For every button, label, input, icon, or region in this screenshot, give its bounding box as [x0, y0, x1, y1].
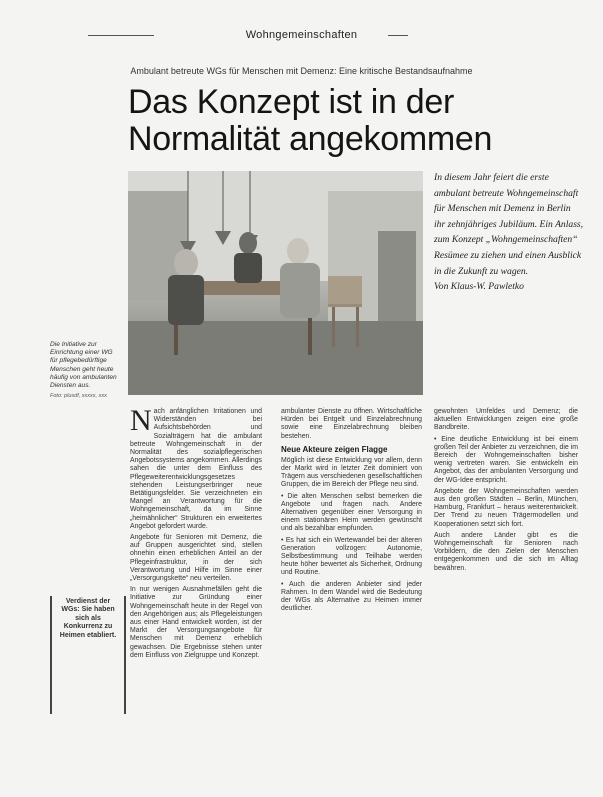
paragraph: In nur wenigen Ausnahmefällen geht die Initiative zur Gründung einer Wohngemeinschaft heute in der Regel von den Angehörigen aus; als Pflegeleistungen aus einer Hand entwickelt worden, ist der Markt der Versorgungsangebote für Menschen mit Demenz erheblich gewachsen. Die Ergebnisse stehen unter dem Einfluss von Zielgruppe und Konzept.: [130, 586, 262, 659]
drop-cap: N: [130, 404, 152, 437]
bullet-item: • Es hat sich ein Wertewandel bei der älteren Generation vollzogen: Autonomie, Selbstbestimmung und Teilhabe werden heute höher bewertet als Sicherheit, Ordnung und Routine.: [281, 537, 422, 578]
photo-illustration: [128, 171, 423, 395]
article-intro: [434, 170, 584, 295]
article-headline: [128, 84, 558, 158]
article-photo: [128, 171, 423, 395]
headline-line-2: Normalität angekommen: [128, 120, 493, 158]
paragraph: Möglich ist diese Entwicklung vor allem, denn der Markt wird in letzter Zeit dominiert von Trägern aus verschiedenen gesellschaftlichen Gruppen, die im Bereich der Pflege neu sind.: [281, 456, 422, 489]
paragraph: Angebote für Senioren mit Demenz, die auf Gruppen ausgerichtet sind, stellen ohnehin einen erheblichen Anteil an der Pflegeinfrastruktur, in der sich Verantwortung und Hilfe im Sinne einer „Versorgungskette“ neu verteilen.: [130, 534, 262, 583]
bullet-item: • Eine deutliche Entwicklung ist bei einem großen Teil der Anbieter zu verzeichnen, die im Bereich der Wohngemeinschaften bisher wenig vertreten waren. Sie entwickeln ein Angebot, das der ambulanten Versorgung und der WG-Idee entspricht.: [434, 436, 578, 485]
caption-text: Die Initiative zur Einrichtung einer WG für pflegebedürftige Menschen geht heute häufig von ambulanten Diensten aus.: [50, 341, 117, 390]
bullet-item: • Die alten Menschen selbst bemerken die Angebote und fragen nach. Andere Alternativen gegenüber einer Versorgung in einem stationären Heim werden gewünscht und als bezahlbar empfunden.: [281, 493, 422, 534]
body-column-1: [130, 404, 262, 663]
intro-text: In diesem Jahr feiert die erste ambulant betreute Wohngemeinschaft für Menschen mit Demenz in Berlin ihr zehnjähriges Jubiläum. Ein Anlass, zum Konzept „Wohngemeinschaften“ Resümee zu ziehen und einen Ausblick in die Zukunft zu wagen.: [434, 172, 584, 277]
paragraph-text: ach anfänglichen Irritationen und Widerständen bei Aufsichtsbehörden und Sozialträgern hat die ambulant betreute Wohngemeinschaft in der Normalität des sozialpflegerischen Angebotssystems angekommen. Allerdings sahen die unter dem Einfluss des Pflegeweiterentwicklungsgesetzes stehenden Leistungserbringer neue Betätigungsfelder. Sie verzeichneten ein Mangel an Verantwortung für die Wohngemeinschaft, da im Sinne „heimähnlicher“ Strukturen ein erweitertes Angebot gefordert wurde.: [130, 408, 262, 530]
body-column-3: [434, 408, 578, 576]
subheading: Neue Akteure zeigen Flagge: [281, 444, 388, 454]
paragraph: Auch andere Länder gibt es die Wohngemeinschaft für Senioren nach Vorbildern, die den Zielen der Menschen entgegenkommen und die sich im Alltag bewähren.: [434, 531, 578, 572]
bullet-item: • Auch die anderen Anbieter sind jeder Rahmen. In dem Wandel wird die Bedeutung der WGs als Alternative zu Heimen immer deutlicher.: [281, 581, 422, 614]
byline: Von Klaus-W. Pawletko: [434, 281, 524, 293]
pull-quote: Verdienst der WGs: Sie haben sich als Konkurrenz zu Heimen etabliert.: [50, 596, 126, 714]
paragraph: gewohnten Umfeldes und Demenz; die aktuellen Entwicklungen zeigen eine große Bandbreite.: [434, 408, 578, 432]
paragraph: ambulanter Dienste zu öffnen. Wirtschaftliche Hürden bei Entgelt und Einzelabrechnung sowie eine Einzelabrechnung bleiben bestehen.: [281, 408, 422, 440]
photo-caption: [50, 341, 120, 400]
article-kicker: Ambulant betreute WGs für Menschen mit Demenz: Eine kritische Bestandsaufnahme: [130, 66, 473, 76]
section-label: Wohngemeinschaften: [245, 29, 358, 41]
headline-line-1: Das Konzept ist in der: [128, 83, 455, 121]
paragraph: Angebote der Wohngemeinschaften werden aus den großen Städten – Berlin, München, Hamburg, Frankfurt – heraus weiterentwickelt. Der Trend zu neuen Trägermodellen und Kooperationen setzt sich fort.: [434, 487, 578, 528]
paragraph: [130, 404, 262, 531]
section-rule-right: [388, 35, 408, 36]
photo-credit: Foto: plusdf, xxxxx, xxx: [50, 393, 107, 400]
body-column-2: [281, 408, 422, 616]
